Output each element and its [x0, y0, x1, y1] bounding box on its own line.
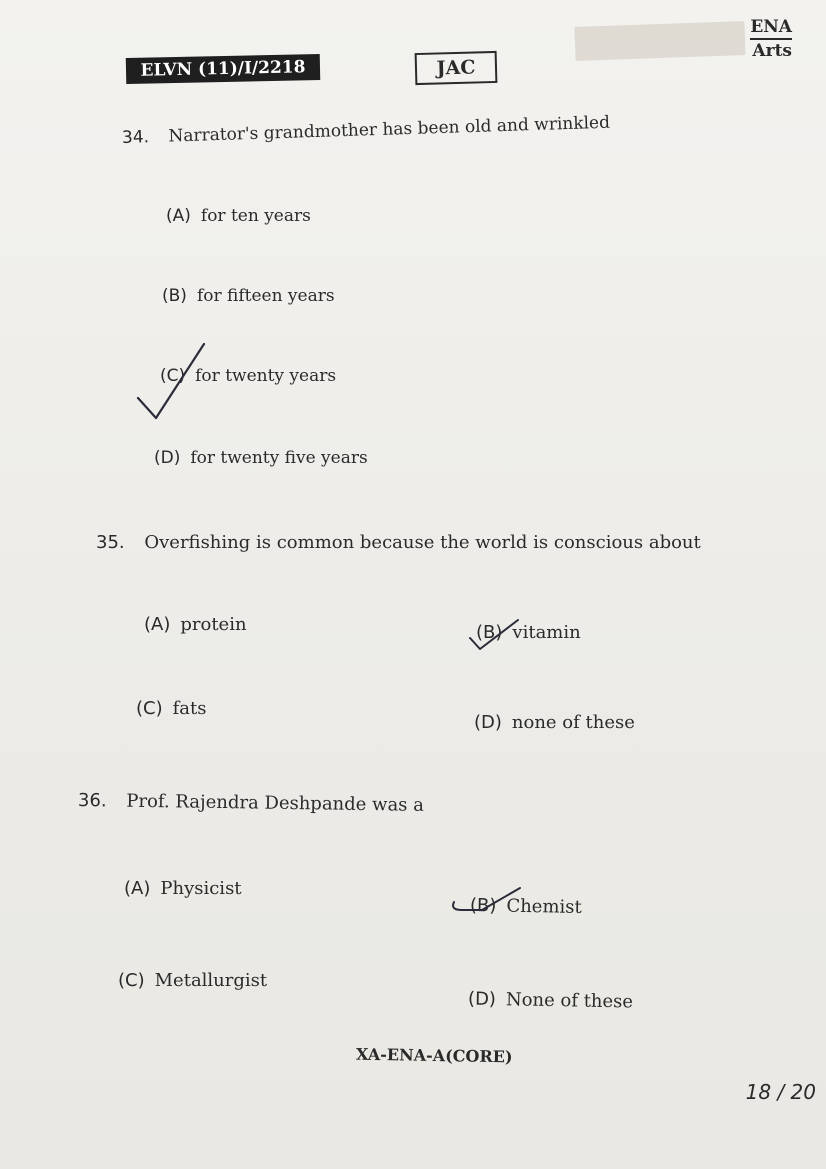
option-36-c — [118, 970, 267, 991]
option-label: (D) — [154, 448, 181, 468]
option-label: (D) — [474, 712, 502, 733]
option-text: for fifteen years — [196, 286, 335, 306]
option-34-d — [154, 448, 368, 468]
question-number: 36. — [77, 790, 107, 812]
question-number: 35. — [96, 532, 125, 553]
option-35-c — [136, 698, 207, 719]
option-label: (A) — [166, 206, 191, 226]
checkmark-icon — [448, 884, 524, 917]
option-text: for ten years — [200, 206, 311, 226]
option-text: none of these — [511, 712, 635, 733]
option-label: (B) — [162, 286, 187, 306]
paper-code-label: ELVN (11)/I/2218 — [126, 54, 321, 84]
option-text: Metallurgist — [154, 970, 268, 991]
question-35 — [96, 532, 701, 553]
page-number: 18 / 20 — [745, 1080, 816, 1104]
option-label: (C) — [160, 366, 186, 386]
option-text: Chemist — [506, 895, 582, 918]
option-34-b — [162, 286, 335, 306]
subject-label — [750, 16, 792, 62]
option-label: (D) — [467, 988, 497, 1011]
option-text: protein — [180, 614, 247, 635]
option-label: (B) — [476, 622, 503, 643]
footer-code: XA-ENA-A(CORE) — [355, 1044, 513, 1067]
question-text: Narrator's grandmother has been old and wrinkled — [168, 112, 611, 147]
board-label: JAC — [415, 51, 498, 85]
option-text: Physicist — [160, 878, 242, 899]
question-text: Prof. Rajendra Deshpande was a — [126, 790, 425, 816]
option-label: (A) — [144, 614, 171, 635]
option-text: vitamin — [512, 622, 581, 643]
question-34 — [122, 113, 611, 148]
option-36-d — [468, 989, 633, 1013]
option-36-a — [124, 878, 242, 899]
question-36 — [78, 790, 424, 816]
subject-stream: Arts — [752, 41, 792, 61]
option-34-a — [166, 206, 311, 226]
checkmark-icon — [134, 340, 214, 424]
option-text: for twenty five years — [190, 448, 368, 468]
option-label: (A) — [124, 878, 151, 899]
question-number: 34. — [121, 127, 150, 148]
subject-code: ENA — [750, 16, 792, 40]
option-text: fats — [172, 698, 207, 719]
option-35-d — [474, 712, 635, 733]
option-label: (C) — [136, 698, 163, 719]
option-label: (B) — [469, 895, 497, 917]
option-35-a — [144, 614, 247, 635]
option-text: for twenty years — [195, 366, 337, 386]
faded-stamp — [574, 21, 745, 61]
checkmark-icon — [466, 616, 522, 652]
question-text: Overfishing is common because the world is conscious about — [144, 532, 701, 553]
option-label: (C) — [118, 970, 145, 991]
option-text: None of these — [505, 989, 634, 1013]
